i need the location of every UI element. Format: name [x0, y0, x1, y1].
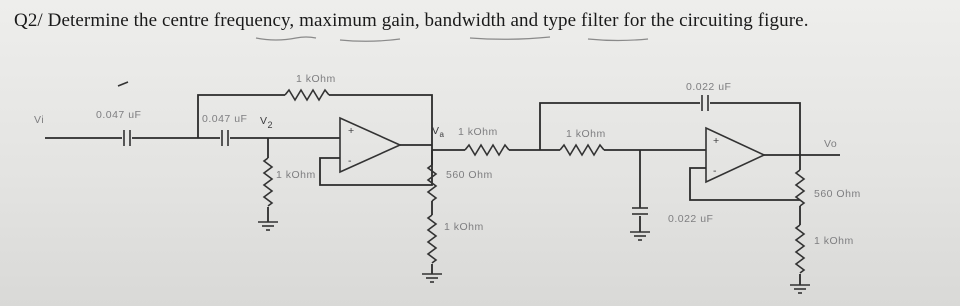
label-r-series-b: 1 kOhm [566, 128, 606, 140]
resistor-feedback-top [285, 90, 329, 100]
wire-cap-feedback-right [710, 103, 800, 155]
ground-symbol-cap [630, 232, 650, 240]
label-r-560-out: 560 Ohm [814, 188, 861, 200]
opamp-2-plus: + [713, 135, 720, 147]
resistor-ground-mid [428, 215, 436, 263]
ground-symbol-out [790, 285, 810, 293]
label-r-series-a: 1 kOhm [458, 126, 498, 138]
ground-symbol-mid [422, 274, 442, 282]
label-c-ground: 0.022 uF [668, 213, 714, 225]
resistor-560-mid [428, 165, 436, 201]
capacitor-c2 [222, 130, 228, 146]
label-vi: Vi [34, 114, 45, 126]
label-r-560-mid: 560 Ohm [446, 169, 493, 181]
label-r-ground-1: 1 kOhm [276, 169, 316, 181]
opamp-1-minus: - [348, 155, 352, 167]
ground-symbol-1 [258, 222, 278, 230]
question-text: Q2/ Determine the centre frequency, maximum gain, bandwidth and type filter for the circuiting figure. [14, 10, 809, 31]
label-r-ground-out: 1 kOhm [814, 235, 854, 247]
pen-mark [118, 82, 128, 86]
opamp-1-plus: + [348, 125, 355, 137]
resistor-series-b [560, 145, 604, 155]
capacitor-ground [632, 208, 648, 214]
label-vo: Vo [824, 138, 838, 150]
label-c-feedback: 0.022 uF [686, 81, 732, 93]
label-c2: 0.047 uF [202, 113, 248, 125]
label-r-ground-mid: 1 kOhm [444, 221, 484, 233]
underline-marks [256, 37, 648, 41]
capacitor-c1 [124, 130, 130, 146]
label-c1: 0.047 uF [96, 109, 142, 121]
capacitor-feedback [702, 95, 708, 111]
resistor-ground-1 [264, 158, 272, 206]
wire-feedback-right [329, 95, 432, 150]
label-v2: V2 [260, 115, 274, 130]
label-r-feedback-top: 1 kOhm [296, 73, 336, 85]
resistor-ground-out [796, 225, 804, 273]
label-va: $V_a$ [432, 125, 445, 139]
wire-cap-feedback-left [540, 103, 700, 150]
opamp-2-minus: - [713, 165, 717, 177]
resistor-series-a [465, 145, 509, 155]
